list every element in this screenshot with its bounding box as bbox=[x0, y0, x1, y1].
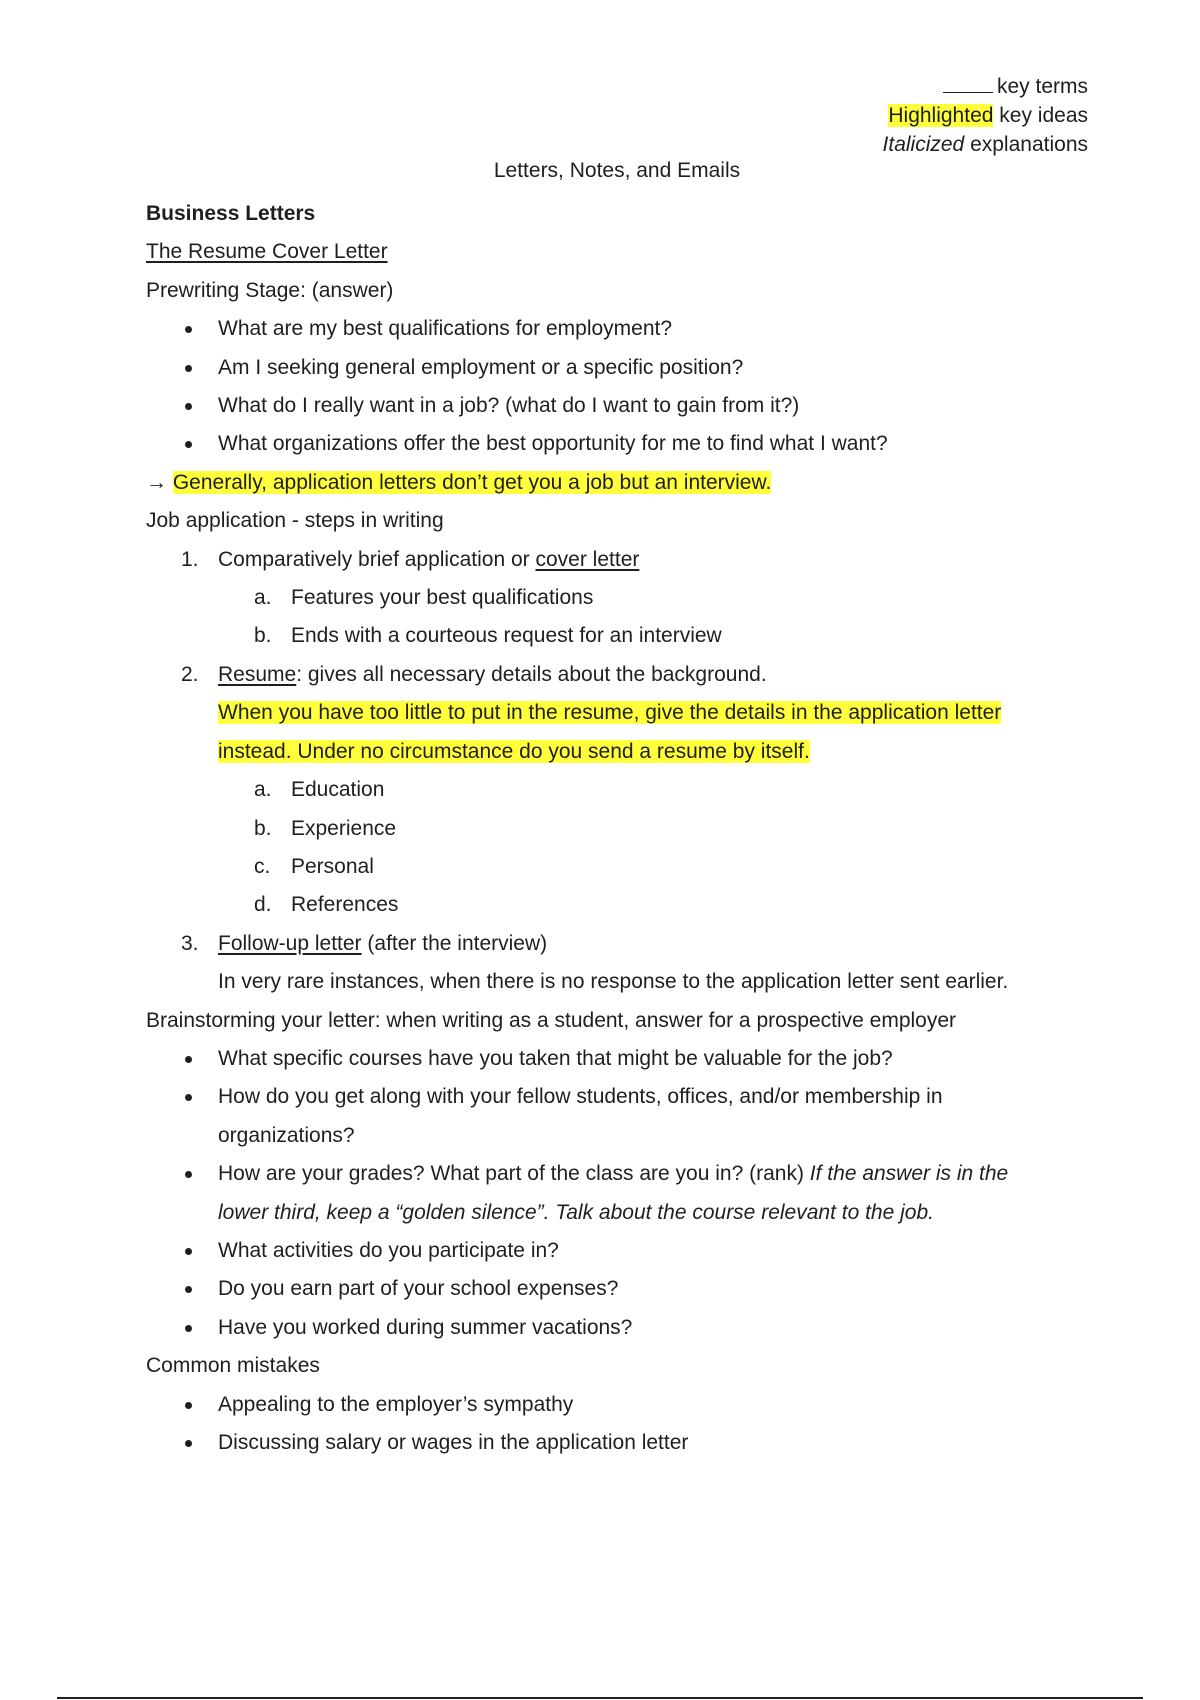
sub-item bbox=[146, 848, 1076, 886]
legend-explanations-label: explanations bbox=[970, 133, 1088, 156]
sub-marker: d. bbox=[254, 893, 272, 917]
list-item-continuation: organizations? bbox=[218, 1123, 355, 1147]
legend-key-terms-label: key terms bbox=[996, 75, 1088, 98]
subheading-text: The Resume Cover Letter bbox=[146, 240, 388, 264]
sub-item bbox=[146, 810, 1076, 848]
question-text: How are your grades? What part of the class are you in? (rank) bbox=[218, 1162, 804, 1186]
key-idea-highlight: instead. Under no circumstance do you send a resume by itself. bbox=[218, 739, 810, 763]
key-idea-highlight: When you have too little to put in the resume, give the details in the application letter bbox=[218, 701, 1002, 725]
key-idea-highlight: Generally, application letters don’t get you a job but an interview. bbox=[172, 470, 772, 494]
sub-item bbox=[146, 886, 1076, 924]
legend-key-ideas bbox=[883, 101, 1088, 130]
list-item: What do I really want in a job? (what do I want to gain from it?) bbox=[146, 387, 1076, 425]
sub-text: References bbox=[291, 893, 399, 917]
list-item: What are my best qualifications for employment? bbox=[146, 310, 1076, 348]
italic-explanation: If the answer is in the bbox=[809, 1162, 1009, 1186]
step-1 bbox=[146, 541, 1076, 579]
step-text: Comparatively brief application or bbox=[218, 547, 530, 571]
step-number: 1. bbox=[181, 547, 199, 571]
list-item: Appealing to the employer’s sympathy bbox=[146, 1386, 1076, 1424]
list-item: What organizations offer the best opportunity for me to find what I want? bbox=[146, 425, 1076, 463]
legend-explanations bbox=[883, 130, 1088, 159]
subheading bbox=[146, 233, 1076, 271]
legend-key-ideas-label: key ideas bbox=[999, 104, 1088, 127]
sub-marker: a. bbox=[254, 586, 272, 610]
section-heading: Business Letters bbox=[146, 202, 316, 225]
blank-line bbox=[943, 75, 993, 93]
sub-text: Ends with a courteous request for an interview bbox=[291, 624, 722, 648]
highlight-note-line-2 bbox=[146, 733, 1076, 771]
list-item: Am I seeking general employment or a specific position? bbox=[146, 349, 1076, 387]
key-term: Resume bbox=[218, 662, 297, 686]
key-term: cover letter bbox=[535, 547, 640, 571]
prewriting-label: Prewriting Stage: (answer) bbox=[146, 278, 394, 302]
sub-marker: b. bbox=[254, 816, 272, 840]
list-item: What specific courses have you taken that might be valuable for the job? bbox=[146, 1040, 1076, 1078]
italic-explanation: lower third, keep a “golden silence”. Talk about the course relevant to the job. bbox=[218, 1200, 934, 1224]
step-3 bbox=[146, 925, 1076, 963]
arrow-icon: → bbox=[146, 470, 167, 494]
key-term: Follow-up letter bbox=[218, 931, 362, 955]
sub-text: Education bbox=[291, 778, 385, 802]
sub-text: Experience bbox=[291, 816, 397, 840]
legend-highlighted: Highlighted bbox=[888, 104, 994, 127]
sub-item bbox=[146, 771, 1076, 809]
brainstorm-label: Brainstorming your letter: when writing as a student, answer for a prospective employer bbox=[146, 1008, 957, 1032]
list-item bbox=[146, 1155, 1076, 1193]
step-text: : gives all necessary details about the background. bbox=[296, 662, 767, 686]
legend-key-terms bbox=[883, 72, 1088, 101]
page-title: Letters, Notes, and Emails bbox=[493, 159, 741, 182]
sub-item bbox=[146, 617, 1076, 655]
step-number: 2. bbox=[181, 662, 199, 686]
list-item: What activities do you participate in? bbox=[146, 1232, 1076, 1270]
list-item: Discussing salary or wages in the application letter bbox=[146, 1424, 1076, 1462]
highlight-note-line-1 bbox=[146, 694, 1076, 732]
mistakes-label: Common mistakes bbox=[146, 1354, 320, 1378]
list-item: How do you get along with your fellow students, offices, and/or membership in bbox=[146, 1078, 1076, 1116]
step-text: (after the interview) bbox=[361, 931, 548, 955]
sub-marker: b. bbox=[254, 624, 272, 648]
list-item: Do you earn part of your school expenses? bbox=[146, 1270, 1076, 1308]
sub-marker: c. bbox=[254, 854, 271, 878]
sub-item bbox=[146, 579, 1076, 617]
key-idea-line bbox=[146, 464, 1076, 502]
legend bbox=[883, 72, 1088, 159]
list-item: Have you worked during summer vacations? bbox=[146, 1309, 1076, 1347]
sub-text: Features your best qualifications bbox=[291, 586, 594, 610]
step-2 bbox=[146, 656, 1076, 694]
sub-marker: a. bbox=[254, 778, 272, 802]
steps-label: Job application - steps in writing bbox=[146, 509, 444, 533]
page-bottom-rule bbox=[57, 1697, 1143, 1699]
step-3-note: In very rare instances, when there is no response to the application letter sent earlier. bbox=[218, 970, 1009, 994]
document-body bbox=[146, 195, 1076, 1462]
sub-text: Personal bbox=[291, 854, 374, 878]
legend-italicized: Italicized bbox=[882, 133, 965, 156]
step-number: 3. bbox=[181, 931, 199, 955]
